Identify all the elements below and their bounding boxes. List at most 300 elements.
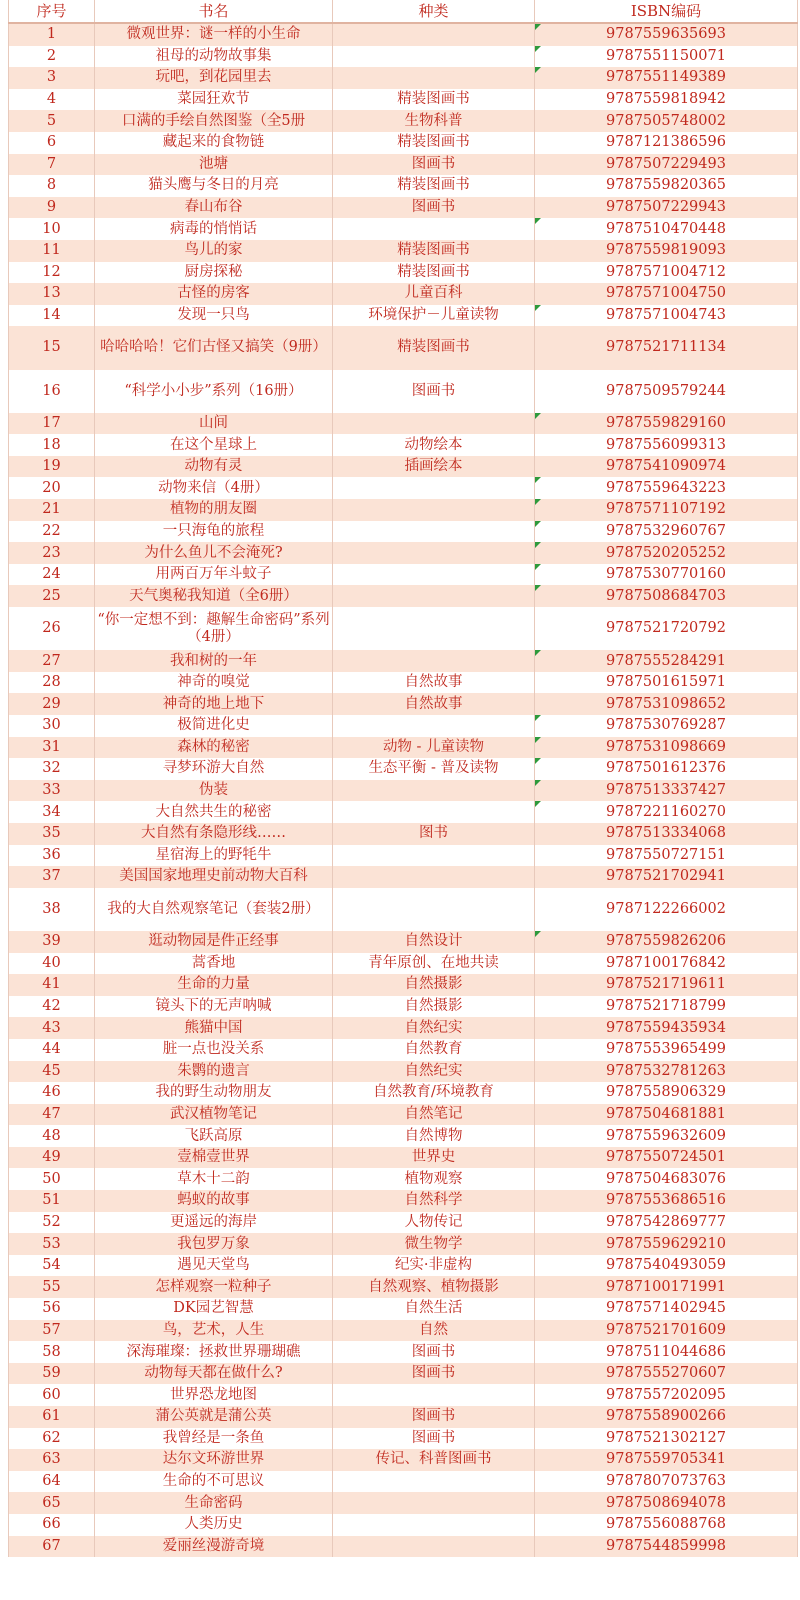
table-row <box>9 931 798 953</box>
book-title: “你一定想不到：趣解生命密码”系列（4册） <box>95 607 333 650</box>
book-isbn: 9787521701609 <box>535 1320 798 1342</box>
row-number: 34 <box>9 801 95 823</box>
comment-indicator-icon <box>535 218 541 224</box>
table-row <box>9 1492 798 1514</box>
book-title: 镜头下的无声呐喊 <box>95 996 333 1018</box>
table-row <box>9 823 798 845</box>
row-number: 32 <box>9 758 95 780</box>
row-number: 21 <box>9 499 95 521</box>
row-number: 57 <box>9 1320 95 1342</box>
book-category <box>333 499 535 521</box>
row-number: 55 <box>9 1276 95 1298</box>
book-isbn: 9787807073763 <box>535 1471 798 1493</box>
book-category: 青年原创、在地共读 <box>333 953 535 975</box>
table-row <box>9 1104 798 1126</box>
comment-indicator-icon <box>535 931 541 937</box>
row-number: 20 <box>9 477 95 499</box>
book-category: 自然生活 <box>333 1298 535 1320</box>
book-category <box>333 801 535 823</box>
book-category: 精装图画书 <box>333 326 535 369</box>
book-title: 我的大自然观察笔记（套装2册） <box>95 888 333 931</box>
book-title: 动物有灵 <box>95 456 333 478</box>
row-number: 37 <box>9 866 95 888</box>
book-isbn: 9787559643223 <box>535 477 798 499</box>
book-title: 动物来信（4册） <box>95 477 333 499</box>
book-isbn: 9787100176842 <box>535 953 798 975</box>
book-title: 哈哈哈哈！它们古怪又搞笑（9册） <box>95 326 333 369</box>
book-isbn: 9787559629210 <box>535 1233 798 1255</box>
row-number: 22 <box>9 521 95 543</box>
row-number: 41 <box>9 974 95 996</box>
table-row <box>9 1449 798 1471</box>
comment-indicator-icon <box>535 758 541 764</box>
table-row <box>9 175 798 197</box>
row-number: 16 <box>9 370 95 413</box>
book-category <box>333 413 535 435</box>
book-category: 自然科学 <box>333 1190 535 1212</box>
table-row <box>9 434 798 456</box>
book-isbn: 9787521302127 <box>535 1428 798 1450</box>
row-number: 45 <box>9 1061 95 1083</box>
table-row <box>9 1406 798 1428</box>
row-number: 1 <box>9 23 95 46</box>
book-title: 遇见天堂鸟 <box>95 1255 333 1277</box>
book-isbn: 9787521702941 <box>535 866 798 888</box>
book-category <box>333 23 535 46</box>
book-isbn: 9787571004743 <box>535 305 798 327</box>
table-row <box>9 154 798 176</box>
book-isbn: 9787553965499 <box>535 1039 798 1061</box>
book-title: 用两百万年斗蚊子 <box>95 564 333 586</box>
book-category: 自然观察、植物摄影 <box>333 1276 535 1298</box>
book-isbn: 9787555284291 <box>535 650 798 672</box>
book-isbn: 9787505748002 <box>535 110 798 132</box>
table-row <box>9 758 798 780</box>
book-title: 祖母的动物故事集 <box>95 46 333 68</box>
book-isbn: 9787551150071 <box>535 46 798 68</box>
row-number: 46 <box>9 1082 95 1104</box>
book-title: 深海璀璨：拯救世界珊瑚礁 <box>95 1341 333 1363</box>
table-row <box>9 1384 798 1406</box>
table-row <box>9 1514 798 1536</box>
book-title: 怎样观察一粒种子 <box>95 1276 333 1298</box>
book-category <box>333 218 535 240</box>
book-title: 在这个星球上 <box>95 434 333 456</box>
book-title: 爱丽丝漫游奇境 <box>95 1536 333 1558</box>
book-isbn: 9787513337427 <box>535 780 798 802</box>
row-number: 11 <box>9 240 95 262</box>
book-category: 精装图画书 <box>333 132 535 154</box>
book-title: 极简进化史 <box>95 715 333 737</box>
book-category: 传记、科普图画书 <box>333 1449 535 1471</box>
book-isbn: 9787507229943 <box>535 197 798 219</box>
row-number: 49 <box>9 1147 95 1169</box>
table-row <box>9 283 798 305</box>
book-title: 草木十二韵 <box>95 1168 333 1190</box>
book-category: 精装图画书 <box>333 89 535 111</box>
row-number: 65 <box>9 1492 95 1514</box>
table-row <box>9 607 798 650</box>
row-number: 19 <box>9 456 95 478</box>
table-row <box>9 1536 798 1558</box>
comment-indicator-icon <box>535 24 541 30</box>
book-isbn: 9787100171991 <box>535 1276 798 1298</box>
table-row <box>9 866 798 888</box>
book-category: 自然故事 <box>333 672 535 694</box>
book-title: 壹棉壹世界 <box>95 1147 333 1169</box>
row-number: 39 <box>9 931 95 953</box>
book-title: 更遥远的海岸 <box>95 1212 333 1234</box>
book-title: 脏一点也没关系 <box>95 1039 333 1061</box>
row-number: 48 <box>9 1125 95 1147</box>
book-isbn: 9787521711134 <box>535 326 798 369</box>
book-isbn: 9787221160270 <box>535 801 798 823</box>
book-category: 世界史 <box>333 1147 535 1169</box>
book-isbn: 9787559826206 <box>535 931 798 953</box>
book-category <box>333 1492 535 1514</box>
row-number: 2 <box>9 46 95 68</box>
table-row <box>9 1168 798 1190</box>
row-number: 14 <box>9 305 95 327</box>
row-number: 4 <box>9 89 95 111</box>
book-category: 自然笔记 <box>333 1104 535 1126</box>
book-title: 神奇的嗅觉 <box>95 672 333 694</box>
comment-indicator-icon <box>535 413 541 419</box>
row-number: 62 <box>9 1428 95 1450</box>
book-title: 生命的力量 <box>95 974 333 996</box>
book-isbn: 9787558906329 <box>535 1082 798 1104</box>
book-isbn: 9787507229493 <box>535 154 798 176</box>
table-row <box>9 413 798 435</box>
book-isbn: 9787559435934 <box>535 1017 798 1039</box>
book-category: 自然教育 <box>333 1039 535 1061</box>
header-row <box>9 0 798 23</box>
book-title: 鸟儿的家 <box>95 240 333 262</box>
book-isbn: 9787559818942 <box>535 89 798 111</box>
row-number: 67 <box>9 1536 95 1558</box>
book-isbn: 9787559829160 <box>535 413 798 435</box>
comment-indicator-icon <box>535 715 541 721</box>
book-isbn: 9787541090974 <box>535 456 798 478</box>
book-isbn: 9787532960767 <box>535 521 798 543</box>
book-category: 自然故事 <box>333 693 535 715</box>
table-row <box>9 715 798 737</box>
book-category <box>333 866 535 888</box>
comment-indicator-icon <box>535 477 541 483</box>
comment-indicator-icon <box>535 305 541 311</box>
table-row <box>9 23 798 46</box>
table-row <box>9 370 798 413</box>
book-title: 我包罗万象 <box>95 1233 333 1255</box>
book-title: 菜园狂欢节 <box>95 89 333 111</box>
row-number: 44 <box>9 1039 95 1061</box>
row-number: 24 <box>9 564 95 586</box>
header-title: 书名 <box>95 0 333 23</box>
table-row <box>9 1363 798 1385</box>
row-number: 64 <box>9 1471 95 1493</box>
table-row <box>9 996 798 1018</box>
comment-indicator-icon <box>535 585 541 591</box>
table-row <box>9 305 798 327</box>
book-category: 精装图画书 <box>333 175 535 197</box>
book-category: 图画书 <box>333 197 535 219</box>
book-title: 达尔文环游世界 <box>95 1449 333 1471</box>
book-category <box>333 650 535 672</box>
book-category: 自然纪实 <box>333 1017 535 1039</box>
row-number: 18 <box>9 434 95 456</box>
table-row <box>9 132 798 154</box>
book-category <box>333 477 535 499</box>
table-row <box>9 953 798 975</box>
table-row <box>9 1276 798 1298</box>
table-row <box>9 477 798 499</box>
book-isbn: 9787521719611 <box>535 974 798 996</box>
comment-indicator-icon <box>535 542 541 548</box>
table-row <box>9 1428 798 1450</box>
book-title: 厨房探秘 <box>95 262 333 284</box>
table-row <box>9 780 798 802</box>
row-number: 54 <box>9 1255 95 1277</box>
table-row <box>9 1471 798 1493</box>
book-isbn: 9787532781263 <box>535 1061 798 1083</box>
book-title: 生命密码 <box>95 1492 333 1514</box>
book-isbn: 9787531098669 <box>535 737 798 759</box>
book-title: 大自然共生的秘密 <box>95 801 333 823</box>
book-title: 大自然有条隐形线…… <box>95 823 333 845</box>
comment-indicator-icon <box>535 564 541 570</box>
book-isbn: 9787504683076 <box>535 1168 798 1190</box>
book-isbn: 9787508694078 <box>535 1492 798 1514</box>
table-row <box>9 1255 798 1277</box>
table-row <box>9 672 798 694</box>
book-title: 森林的秘密 <box>95 737 333 759</box>
book-category: 生态平衡 - 普及读物 <box>333 758 535 780</box>
table-row <box>9 197 798 219</box>
row-number: 56 <box>9 1298 95 1320</box>
book-title: 病毒的悄悄话 <box>95 218 333 240</box>
row-number: 26 <box>9 607 95 650</box>
row-number: 28 <box>9 672 95 694</box>
row-number: 29 <box>9 693 95 715</box>
book-isbn: 9787501612376 <box>535 758 798 780</box>
book-category: 自然摄影 <box>333 974 535 996</box>
book-isbn: 9787551149389 <box>535 67 798 89</box>
row-number: 50 <box>9 1168 95 1190</box>
book-isbn: 9787544859998 <box>535 1536 798 1558</box>
comment-indicator-icon <box>535 801 541 807</box>
row-number: 51 <box>9 1190 95 1212</box>
table-row <box>9 650 798 672</box>
book-title: 发现一只鸟 <box>95 305 333 327</box>
row-number: 60 <box>9 1384 95 1406</box>
table-row <box>9 1190 798 1212</box>
book-title: 世界恐龙地图 <box>95 1384 333 1406</box>
table-row <box>9 801 798 823</box>
book-isbn: 9787504681881 <box>535 1104 798 1126</box>
book-title: 生命的不可思议 <box>95 1471 333 1493</box>
book-isbn: 9787531098652 <box>535 693 798 715</box>
book-isbn: 9787571004712 <box>535 262 798 284</box>
book-category: 精装图画书 <box>333 262 535 284</box>
row-number: 31 <box>9 737 95 759</box>
book-isbn: 9787559705341 <box>535 1449 798 1471</box>
book-category <box>333 607 535 650</box>
row-number: 8 <box>9 175 95 197</box>
book-title: 熊猫中国 <box>95 1017 333 1039</box>
book-title: 武汉植物笔记 <box>95 1104 333 1126</box>
table-body <box>9 23 798 1557</box>
book-isbn: 9787571402945 <box>535 1298 798 1320</box>
book-isbn: 9787122266002 <box>535 888 798 931</box>
book-isbn: 9787542869777 <box>535 1212 798 1234</box>
book-isbn: 9787558900266 <box>535 1406 798 1428</box>
row-number: 10 <box>9 218 95 240</box>
header-number: 序号 <box>9 0 95 23</box>
table-row <box>9 1233 798 1255</box>
header-category: 种类 <box>333 0 535 23</box>
book-category: 图书 <box>333 823 535 845</box>
table-row <box>9 326 798 369</box>
comment-indicator-icon <box>535 650 541 656</box>
row-number: 13 <box>9 283 95 305</box>
book-isbn: 9787520205252 <box>535 542 798 564</box>
book-title: 猫头鹰与冬日的月亮 <box>95 175 333 197</box>
row-number: 25 <box>9 585 95 607</box>
book-isbn: 9787556088768 <box>535 1514 798 1536</box>
book-category: 动物绘本 <box>333 434 535 456</box>
book-category: 微生物学 <box>333 1233 535 1255</box>
row-number: 7 <box>9 154 95 176</box>
row-number: 27 <box>9 650 95 672</box>
book-category <box>333 67 535 89</box>
book-isbn: 9787508684703 <box>535 585 798 607</box>
book-title: 星宿海上的野牦牛 <box>95 845 333 867</box>
book-isbn: 9787559819093 <box>535 240 798 262</box>
book-title: DK园艺智慧 <box>95 1298 333 1320</box>
book-isbn: 9787513334068 <box>535 823 798 845</box>
book-category: 自然博物 <box>333 1125 535 1147</box>
table-row <box>9 499 798 521</box>
row-number: 33 <box>9 780 95 802</box>
table-row <box>9 1212 798 1234</box>
book-title: 鸟，艺术，人生 <box>95 1320 333 1342</box>
book-category <box>333 564 535 586</box>
book-title: 春山布谷 <box>95 197 333 219</box>
book-category: 图画书 <box>333 1363 535 1385</box>
book-category: 自然 <box>333 1320 535 1342</box>
book-category: 人物传记 <box>333 1212 535 1234</box>
table-row <box>9 46 798 68</box>
book-isbn: 9787550724501 <box>535 1147 798 1169</box>
book-isbn: 9787550727151 <box>535 845 798 867</box>
row-number: 17 <box>9 413 95 435</box>
table-row <box>9 1017 798 1039</box>
table-row <box>9 1061 798 1083</box>
row-number: 3 <box>9 67 95 89</box>
table-row <box>9 585 798 607</box>
book-title: 我曾经是一条鱼 <box>95 1428 333 1450</box>
book-category: 图画书 <box>333 370 535 413</box>
book-title: 朱鹮的遗言 <box>95 1061 333 1083</box>
comment-indicator-icon <box>535 46 541 52</box>
book-category: 插画绘本 <box>333 456 535 478</box>
row-number: 38 <box>9 888 95 931</box>
book-title: 古怪的房客 <box>95 283 333 305</box>
book-category: 图画书 <box>333 154 535 176</box>
book-isbn: 9787121386596 <box>535 132 798 154</box>
table-row <box>9 1298 798 1320</box>
table-row <box>9 521 798 543</box>
book-category: 植物观察 <box>333 1168 535 1190</box>
comment-indicator-icon <box>535 67 541 73</box>
table-row <box>9 974 798 996</box>
book-isbn: 9787571107192 <box>535 499 798 521</box>
book-isbn: 9787557202095 <box>535 1384 798 1406</box>
row-number: 12 <box>9 262 95 284</box>
book-title: 口满的手绘自然图鉴（全5册 <box>95 110 333 132</box>
book-isbn: 9787509579244 <box>535 370 798 413</box>
row-number: 36 <box>9 845 95 867</box>
row-number: 52 <box>9 1212 95 1234</box>
book-category <box>333 780 535 802</box>
book-title: 蚂蚁的故事 <box>95 1190 333 1212</box>
book-isbn: 9787530770160 <box>535 564 798 586</box>
table-row <box>9 218 798 240</box>
table-row <box>9 67 798 89</box>
row-number: 61 <box>9 1406 95 1428</box>
book-isbn: 9787530769287 <box>535 715 798 737</box>
table-row <box>9 1341 798 1363</box>
book-category <box>333 585 535 607</box>
book-title: 玩吧，到花园里去 <box>95 67 333 89</box>
table-row <box>9 737 798 759</box>
book-title: 蒲公英就是蒲公英 <box>95 1406 333 1428</box>
book-category: 图画书 <box>333 1406 535 1428</box>
table-row <box>9 89 798 111</box>
book-category: 儿童百科 <box>333 283 535 305</box>
book-category: 生物科普 <box>333 110 535 132</box>
book-isbn: 9787521720792 <box>535 607 798 650</box>
book-isbn: 9787556099313 <box>535 434 798 456</box>
book-category: 精装图画书 <box>333 240 535 262</box>
book-category: 自然设计 <box>333 931 535 953</box>
row-number: 59 <box>9 1363 95 1385</box>
book-title: 天气奥秘我知道（全6册） <box>95 585 333 607</box>
row-number: 9 <box>9 197 95 219</box>
book-category <box>333 1471 535 1493</box>
book-isbn: 9787559820365 <box>535 175 798 197</box>
row-number: 35 <box>9 823 95 845</box>
table-row <box>9 1039 798 1061</box>
row-number: 43 <box>9 1017 95 1039</box>
book-category: 图画书 <box>333 1341 535 1363</box>
book-category: 自然纪实 <box>333 1061 535 1083</box>
book-title: 我的野生动物朋友 <box>95 1082 333 1104</box>
book-isbn: 9787559635693 <box>535 23 798 46</box>
book-title: 池塘 <box>95 154 333 176</box>
row-number: 23 <box>9 542 95 564</box>
row-number: 47 <box>9 1104 95 1126</box>
book-title: 逛动物园是件正经事 <box>95 931 333 953</box>
book-category: 动物 - 儿童读物 <box>333 737 535 759</box>
book-category: 自然教育/环境教育 <box>333 1082 535 1104</box>
book-isbn: 9787553686516 <box>535 1190 798 1212</box>
book-isbn: 9787521718799 <box>535 996 798 1018</box>
comment-indicator-icon <box>535 499 541 505</box>
book-category <box>333 888 535 931</box>
comment-indicator-icon <box>535 521 541 527</box>
row-number: 58 <box>9 1341 95 1363</box>
